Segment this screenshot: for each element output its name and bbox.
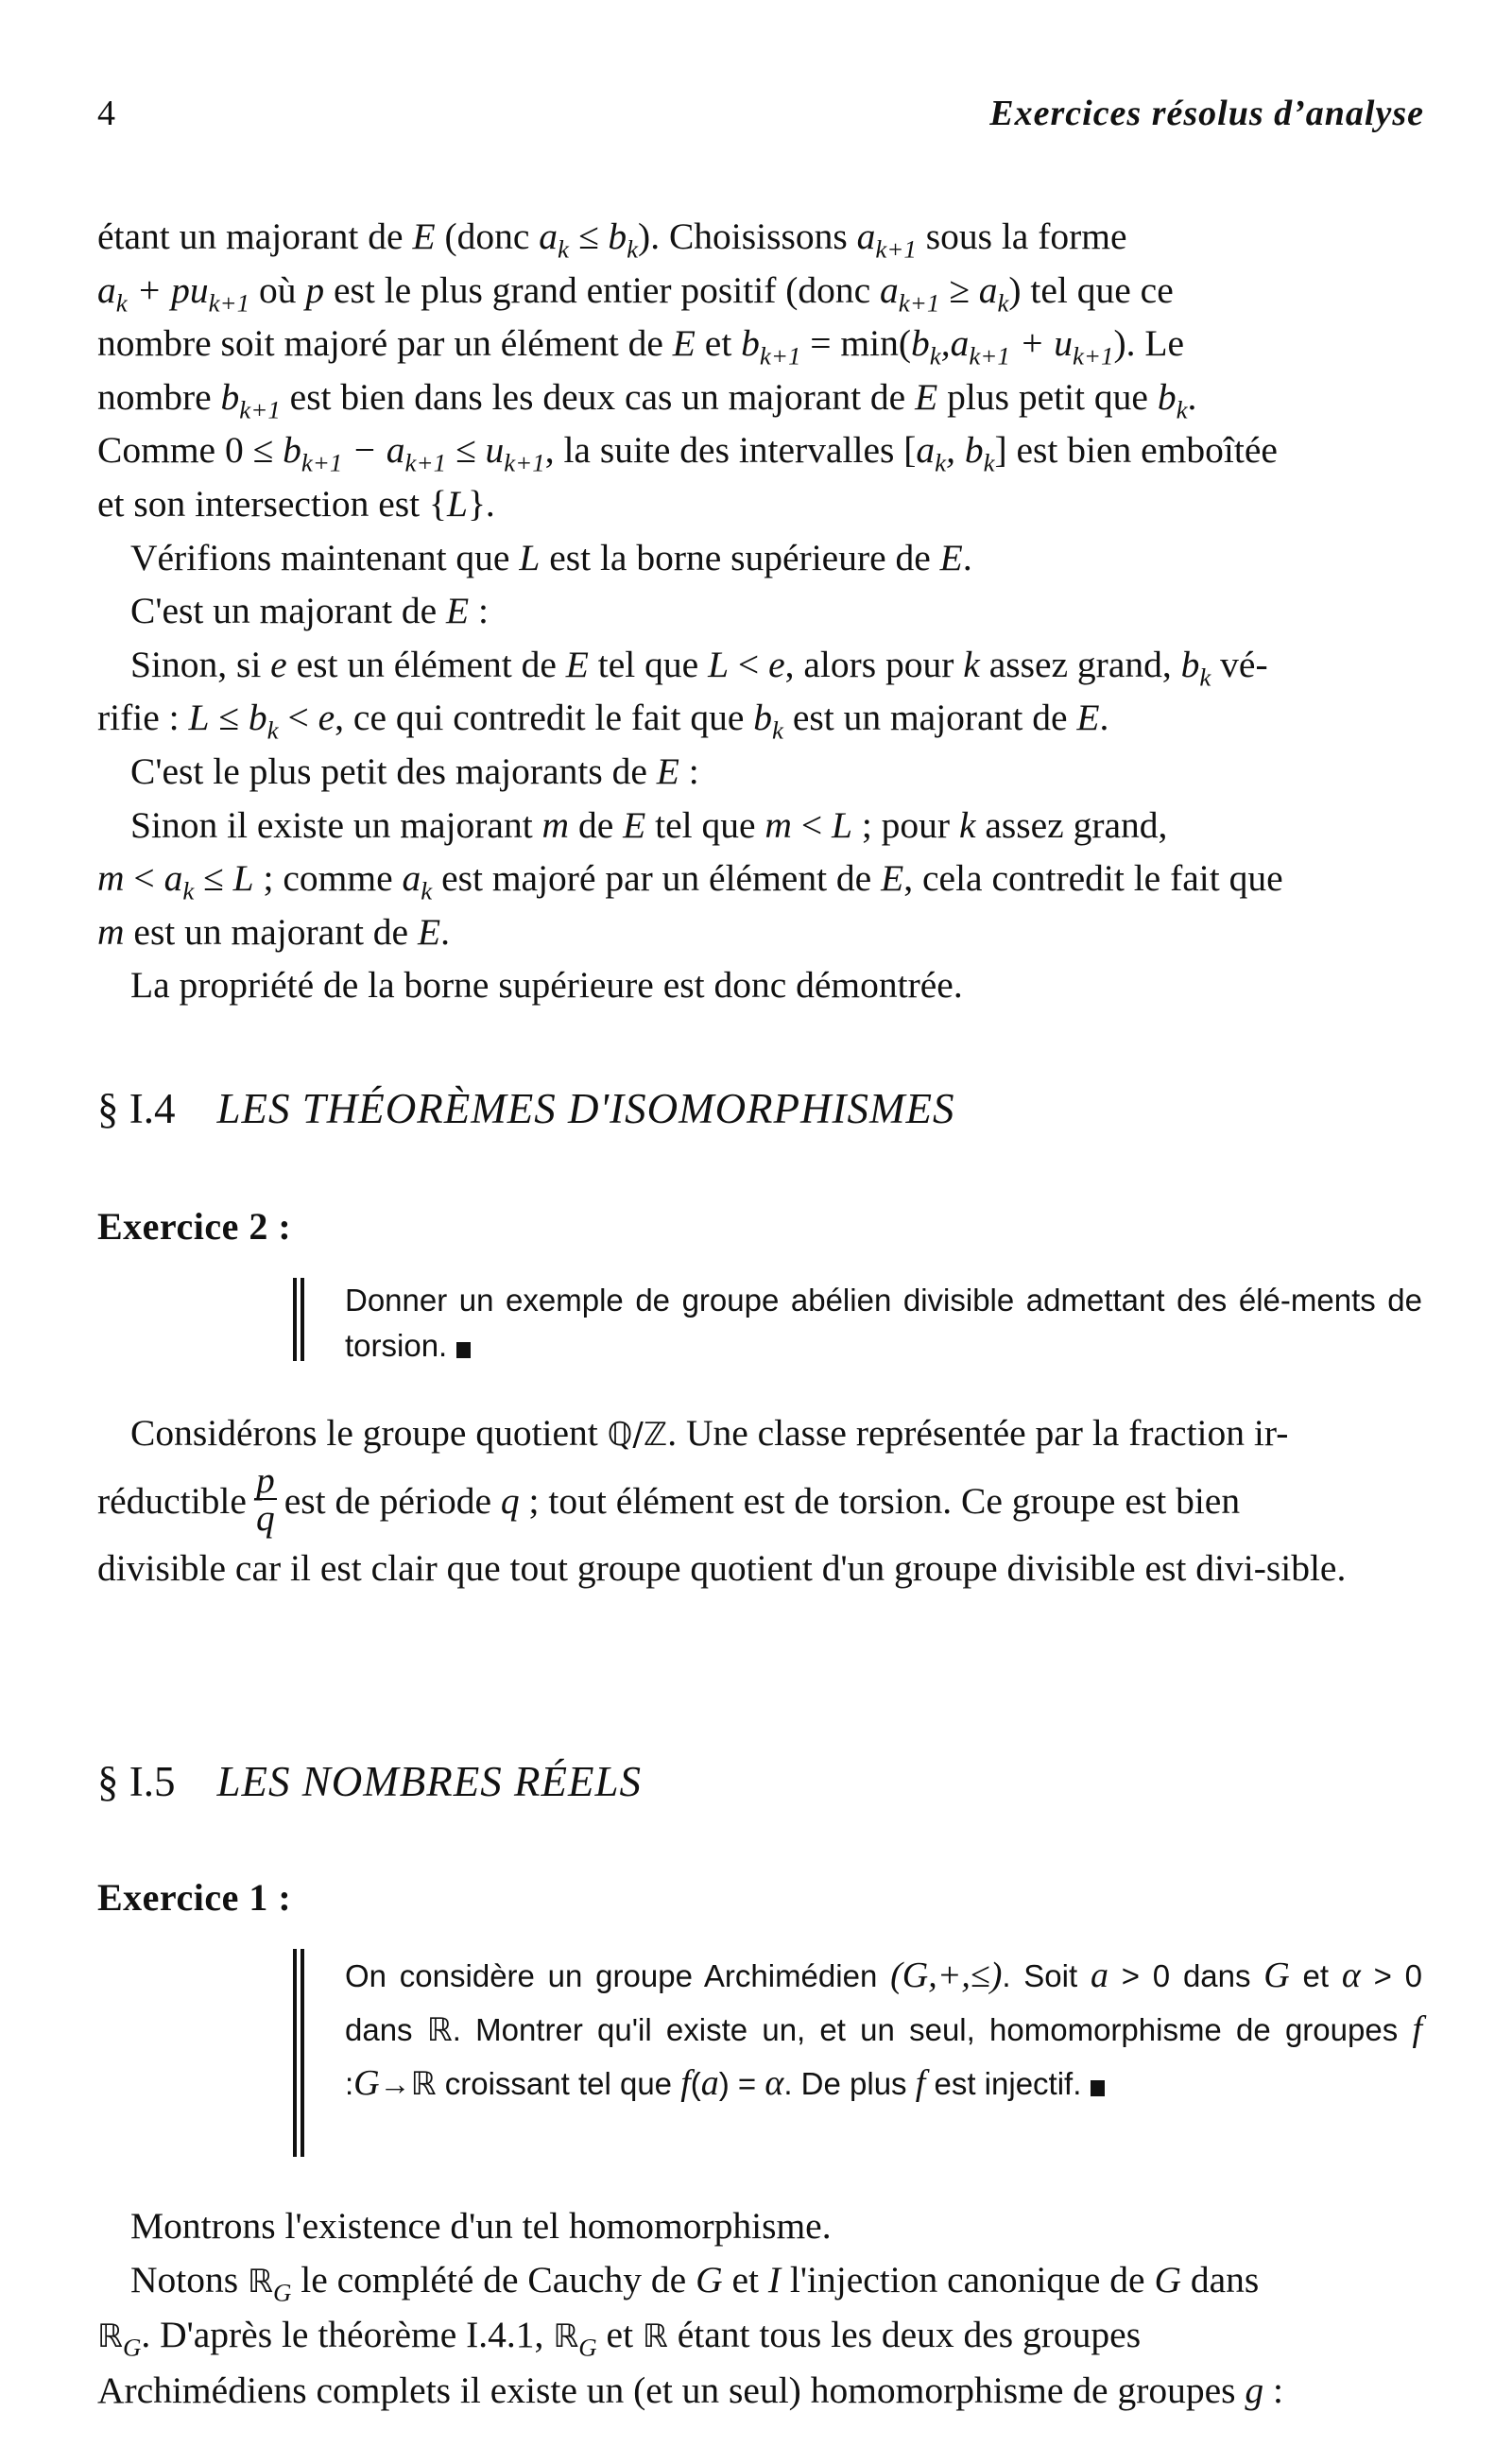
solution-paragraph <box>97 2199 1422 2417</box>
math-ak-le-bk: $a_k \le b_k$ <box>539 215 639 264</box>
section-number: § I.4 <box>97 1085 176 1132</box>
statement-bar <box>293 1949 297 2157</box>
text-line: Montrons l'existence d'un tel homomorphisme. <box>130 2205 832 2247</box>
exercise-label: Exercice 1 : <box>97 1876 292 1919</box>
text-line: Considérons le groupe quotient ℚ/ℤ. Une classe représentée par la fraction ir- <box>130 1412 1289 1454</box>
section-heading <box>97 1755 642 1809</box>
exercise-statement: On considère un groupe Archimédien (G,+,≤). Soit a > 0 dans G et α > 0 dans ℝ. Montrer qu'il existe un, et un seul, homomorphisme de groupes f :G→ℝ croissant tel que f(a) = α. De plus f est injectif. <box>345 1956 1423 2103</box>
statement-bar <box>293 1278 297 1361</box>
text-line: Notons ℝ$_G$ le complété de Cauchy de G et I l'injection canonique de G dans <box>130 2258 1260 2306</box>
text-line: m est un majorant de E. <box>97 910 450 953</box>
statement-bar <box>301 1278 304 1361</box>
text-line: divisible car il est clair que tout groupe quotient d'un groupe divisible est divi-sible. <box>97 1546 1347 1589</box>
text-line: ℝ$_G$. D'après le théorème I.4.1, ℝ$_G$ et ℝ étant tous les deux des groupes <box>97 2314 1142 2362</box>
page-number: 4 <box>97 94 115 133</box>
text-line: Sinon, si e est un élément de E tel que L < e, alors pour k assez grand, $b_k$ vé- <box>130 643 1268 692</box>
text-line: nombre soit majoré par un élément de E et $b_{k+1} = \min(b_k,a_{k+1} + u_{k+1})$. Le <box>97 322 1185 370</box>
text-line: C'est un majorant de E : <box>130 590 490 632</box>
text-line: $a_k + pu_{k+1}$ où p est le plus grand entier positif (donc $a_{k+1} \ge a_k$) tel que ce <box>97 268 1174 317</box>
end-square-icon <box>1091 2080 1105 2096</box>
conclusion-line: La propriété de la borne supérieure est donc démontrée. <box>130 964 963 1007</box>
text-line: étant un majorant de E (donc $a_k \le b_k$). Choisissons $a_{k+1}$ sous la forme <box>97 215 1127 264</box>
solution-paragraph <box>97 1406 1422 1594</box>
proof-paragraph <box>97 210 1422 1012</box>
section-title: LES THÉORÈMES D'ISOMORPHISMES <box>216 1085 955 1132</box>
end-square-icon <box>456 1342 471 1358</box>
section-title: LES NOMBRES RÉELS <box>216 1758 642 1805</box>
text-line: C'est le plus petit des majorants de E : <box>130 750 699 792</box>
running-title: Exercices résolus d’analyse <box>989 94 1424 133</box>
text-line: nombre $b_{k+1}$ est bien dans les deux cas un majorant de E plus petit que $b_k$. <box>97 375 1197 424</box>
text-line: Vérifions maintenant que L est la borne supérieure de E. <box>130 536 972 578</box>
text-line: rifie : $L \le b_k < e$, ce qui contredit le fait que $b_k$ est un majorant de E. <box>97 697 1109 745</box>
section-number: § I.5 <box>97 1758 176 1805</box>
text-line: Archimédiens complets il existe un (et un seul) homomorphisme de groupes g : <box>97 2369 1283 2411</box>
exercise-statement: Donner un exemple de groupe abélien divisible admettant des élé-ments de torsion. <box>345 1283 1422 1363</box>
section-heading <box>97 1082 955 1136</box>
text-line: $m < a_k \le L$ ; comme $a_k$ est majoré par un élément de E, cela contredit le fait que <box>97 857 1283 905</box>
text-line: réductible $\frac{p}{q}$ est de période q ; tout élément est de torsion. Ce groupe est bien <box>97 1458 1241 1539</box>
page-header <box>0 87 1512 134</box>
text-line: Comme $0 \le b_{k+1} - a_{k+1} \le u_{k+1}$, la suite des intervalles [$a_k$, $b_k$] est bien emboîtée <box>97 429 1278 477</box>
statement-bar <box>301 1949 304 2157</box>
text-line: Sinon il existe un majorant m de E tel que m < L ; pour k assez grand, <box>130 803 1168 846</box>
text-line: et son intersection est {L}. <box>97 482 495 525</box>
exercise-label: Exercice 2 : <box>97 1205 292 1248</box>
fraction-p-q: $\frac{p}{q}$ <box>255 1458 275 1539</box>
